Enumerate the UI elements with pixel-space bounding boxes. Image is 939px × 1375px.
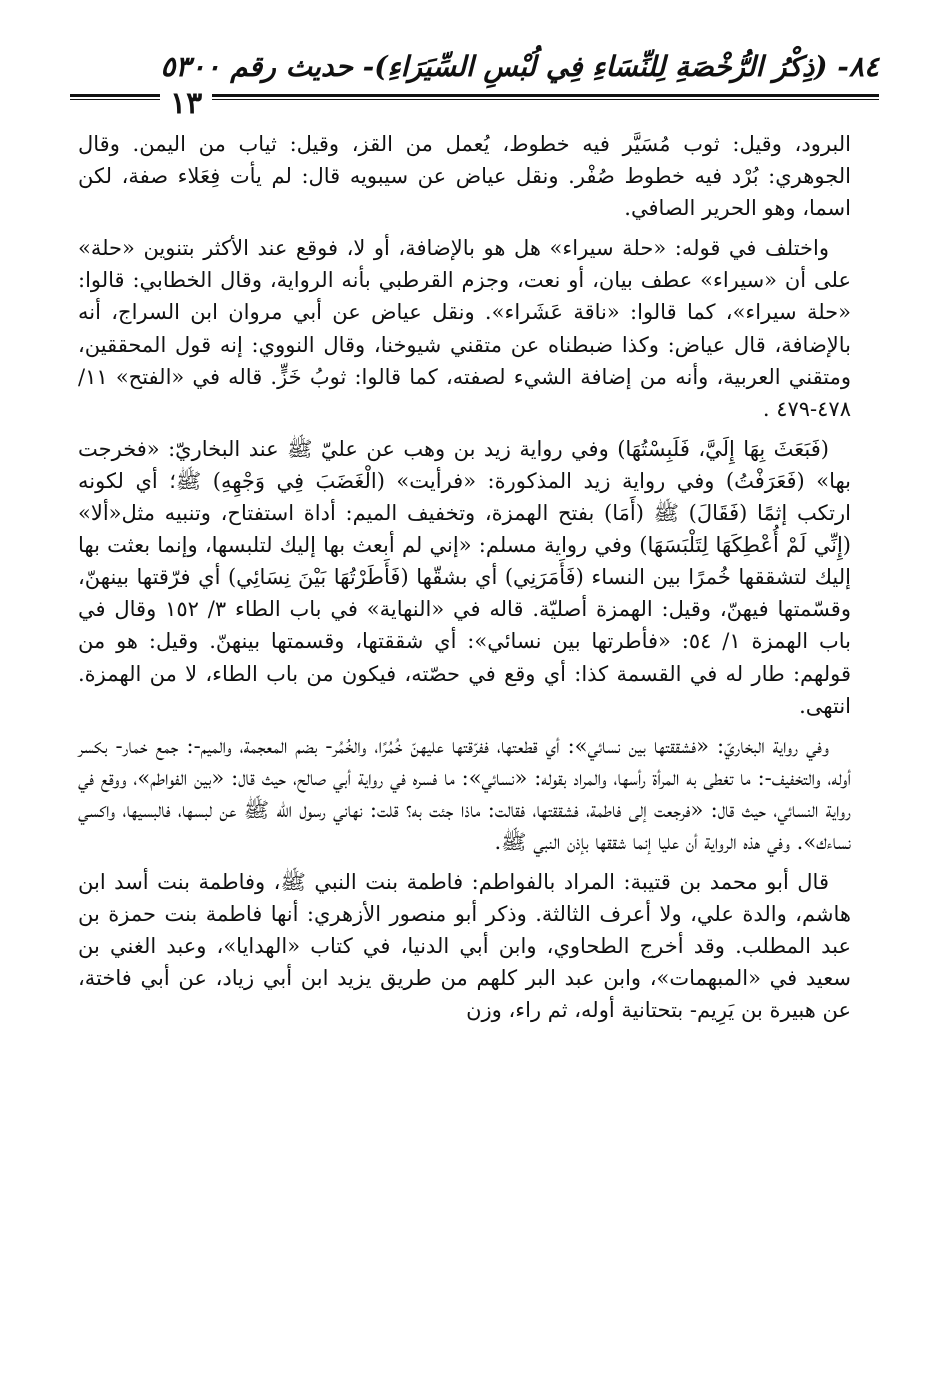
paragraph: (فَبَعَثَ بِهَا إِلَيَّ، فَلَبِسْتُهَا) وفي رواية زيد بن وهب عن عليّ ﷺ عند البخاريّ: «فخرجت بها» (فَعَرَفْتُ) وفي رواية زيد المذكورة: «فرأيت» (الْغَضَبَ فِي وَجْهِهِ) ﷺ؛ أي لكونه ارتكب إثمًا (فَقَالَ) ﷺ (أَمَا) بفتح الهمزة، وتخفيف الميم: أداة استفتاح، وتنبيه مثل«ألا» (إِنِّي لَمْ أُعْطِكَهَا لِتَلْبَسَهَا) وفي رواية مسلم: «إني لم أبعث بها إليك لتلبسها، وإنما بعثت بها إليك لتشققها خُمرًا بين النساء (فَأَمَرَنِي) أي بشقّها (فَأَطَرْتُهَا بَيْنَ نِسَائِي) أي فرّقتها بينهنّ، وقسّمتها فيهنّ، وقيل: الهمزة أصليّة. قاله في «النهاية» في باب الطاء ٣/ ١٥٢ وقال في باب الهمزة ١/ ٥٤: «فأطرتها بين نسائي»: أي شققتها، وقسمتها بينهنّ. وقيل: هو من قولهم: طار له في القسمة كذا: أي وقع في حصّته، فيكون من باب الطاء، لا من الهمزة. انتهى. <box>78 436 851 718</box>
chapter-title: ٨٤- (ذِكْرُ الرُّخْصَةِ لِلنِّسَاءِ فِي لُبْسِ السِّيَرَاءِ)- حديث رقم ٥٣٠٠ <box>160 50 879 83</box>
page-number: ١٣ <box>160 86 212 121</box>
page-header <box>70 50 879 121</box>
paragraph: وفي رواية البخاريّ: «فشققتها بين نسائي»: أي قطعتها، ففرّقتها عليهنّ خُمُرًا، والخُمُر- بضم المعجمة، والميم-: جمع خمار- بكسر أوله، والتخفيف-: ما تغطى به المرأة رأسها، والمراد بقوله: «نسائي»: ما فسره في رواية أبي صالح، حيث قال: «بين الفواطم»، ووقع في رواية النسائي، حيث قال: «فرجعت إلى فاطمة، فشققتها، فقالت: ماذا جئت به؟ قلت: نهاني رسول الله ﷺ عن لبسها، فالبسيها، واكسي نساءك». وفي هذه الرواية أن عليا إنما شققها بإذن النبي ﷺ. <box>78 733 851 854</box>
page-body <box>78 128 851 1035</box>
paragraph: البرود، وقيل: ثوب مُسَيَّر فيه خطوط، يُعمل من القز، وقيل: ثياب من اليمن. وقال الجوهري: بُرْد فيه خطوط صُفْر. ونقل عياض عن سيبويه قال: لم يأت فِعَلاء صفة، لكن اسما، وهو الحرير الصافي. <box>78 132 851 221</box>
paragraph: قال أبو محمد بن قتيبة: المراد بالفواطم: فاطمة بنت النبي ﷺ، وفاطمة بنت أسد ابن هاشم، والدة علي، ولا أعرف الثالثة. وذكر أبو منصور الأزهري: أنها فاطمة بنت حمزة بن عبد المطلب. وقد أخرج الطحاوي، وابن أبي الدنيا، في كتاب «الهدايا»، وعبد الغني بن سعيد في «المبهمات»، وابن عبد البر كلهم من طريق يزيد ابن أبي زياد، عن أبي فاختة، عن هبيرة بن يَرِيم- بتحتانية أوله، ثم راء، وزن <box>78 870 851 1023</box>
paragraph: واختلف في قوله: «حلة سيراء» هل هو بالإضافة، أو لا، فوقع عند الأكثر بتنوين «حلة» على أن «سيراء» عطف بيان، أو نعت، وجزم القرطبي بأنه الرواية، وقال الخطابي: قالوا: «حلة سيراء»، كما قالوا: «ناقة عَشَراء». ونقل عياض عن أبي مروان ابن السراج، أنه بالإضافة، قال عياض: وكذا ضبطناه عن متقني شيوخنا، وقال النووي: إنه قول المحققين، ومتقني العربية، وأنه من إضافة الشيء لصفته، كما قالوا: ثوبُ خَزٍّ. قاله في «الفتح» ١١/ ٤٧٨-٤٧٩ . <box>78 236 851 421</box>
